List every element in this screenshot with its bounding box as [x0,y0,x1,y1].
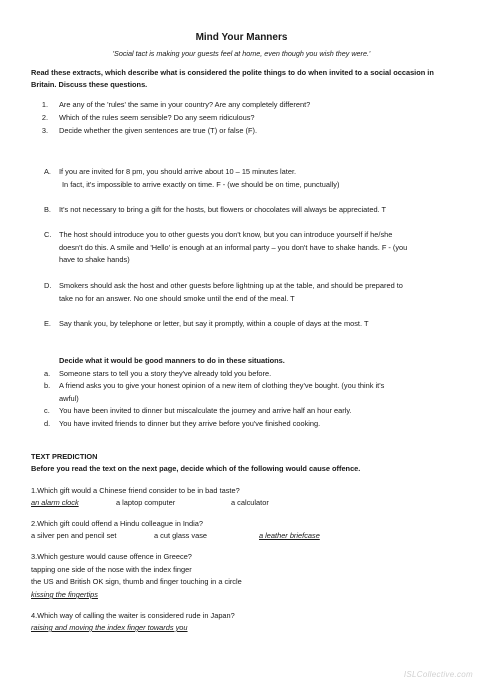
situation-label: b. [44,381,51,390]
extract-d-line-2: take no for an answer. No one should smoke until the end of the meal. T [59,294,295,303]
situation-text: Someone stars to tell you a story they've already told you before. [59,369,272,378]
extract-label: D. [44,281,52,290]
situation-text: A friend asks you to give your honest opinion of a new item of clothing they've bought. (you think it's [59,381,385,390]
q1-option-calculator: a calculator [231,498,269,507]
extract-c-line-3: have to shake hands) [59,255,130,264]
prediction-question-4: 4.Which way of calling the waiter is considered rude in Japan? [31,611,235,620]
situation-text: You have invited friends to dinner but they arrive before you've finished cooking. [59,419,321,428]
q3-option-kissing-fingertips: kissing the fingertips [31,590,98,599]
situation-label: d. [44,419,51,428]
situation-text-continued: awful) [59,394,79,403]
q4-option-raising-finger: raising and moving the index finger towards you [31,623,188,632]
question-text: Are any of the 'rules' the same in your country? Are any completely different? [59,100,311,109]
question-number: 1. [41,100,48,109]
q1-option-alarm-clock: an alarm clock [31,498,79,507]
prediction-question-1: 1.Which gift would a Chinese friend consider to be in bad taste? [31,486,240,495]
prediction-question-3: 3.Which gesture would cause offence in Greece? [31,552,192,561]
extract-e-line-1: Say thank you, by telephone or letter, but say it promptly, within a couple of days at the most. T [59,319,369,328]
extract-d-line-1: Smokers should ask the host and other guests before lightning up at the table, and should be prepared to [59,281,403,290]
situation-label: c. [44,406,50,415]
text-prediction-heading: TEXT PREDICTION [31,452,98,461]
extract-label: C. [44,230,52,239]
page-subtitle-quote: 'Social tact is making your guests feel at home, even though you wish they were.' [112,49,371,58]
q2-option-pen-set: a silver pen and pencil set [31,531,117,540]
extract-c-line-1: The host should introduce you to other guests you don't know, but you can introduce yourself if he/she [59,230,393,239]
extract-label: E. [44,319,51,328]
intro-line-1: Read these extracts, which describe what is considered the polite things to do when invited to a social occasion in [31,68,434,77]
question-number: 3. [41,126,48,135]
text-prediction-instruction: Before you read the text on the next page, decide which of the following would cause offence. [31,464,361,473]
page-title: Mind Your Manners [195,32,288,43]
extract-label: B. [44,205,51,214]
situations-heading: Decide what it would be good manners to do in these situations. [59,356,285,365]
intro-line-2: Britain. Discuss these questions. [31,80,148,89]
extract-a-line-1: If you are invited for 8 pm, you should arrive about 10 – 15 minutes later. [59,167,297,176]
q1-option-laptop: a laptop computer [116,498,176,507]
situation-label: a. [44,369,51,378]
extract-b-line-1: It's not necessary to bring a gift for the hosts, but flowers or chocolates will always be appreciated. T [59,205,387,214]
question-text: Decide whether the given sentences are true (T) or false (F). [59,126,257,135]
q3-option-tapping-nose: tapping one side of the nose with the index finger [31,565,192,574]
question-text: Which of the rules seem sensible? Do any seem ridiculous? [59,113,255,122]
extract-a-line-2: In fact, it's impossible to arrive exactly on time. F - (we should be on time, punctually) [62,180,340,189]
q2-option-leather-briefcase: a leather briefcase [259,531,320,540]
q3-option-ok-sign: the US and British OK sign, thumb and finger touching in a circle [31,577,242,586]
extract-c-line-2: doesn't do this. A smile and 'Hello' is enough at an informal party – you don't have to shake hands. F - (you [59,243,408,252]
q2-option-glass-vase: a cut glass vase [154,531,207,540]
question-number: 2. [41,113,48,122]
prediction-question-2: 2.Which gift could offend a Hindu colleague in India? [31,519,204,528]
watermark: ISLCollective.com [403,670,473,679]
situation-text: You have been invited to dinner but miscalculate the journey and arrive half an hour early. [59,406,352,415]
extract-label: A. [44,167,51,176]
